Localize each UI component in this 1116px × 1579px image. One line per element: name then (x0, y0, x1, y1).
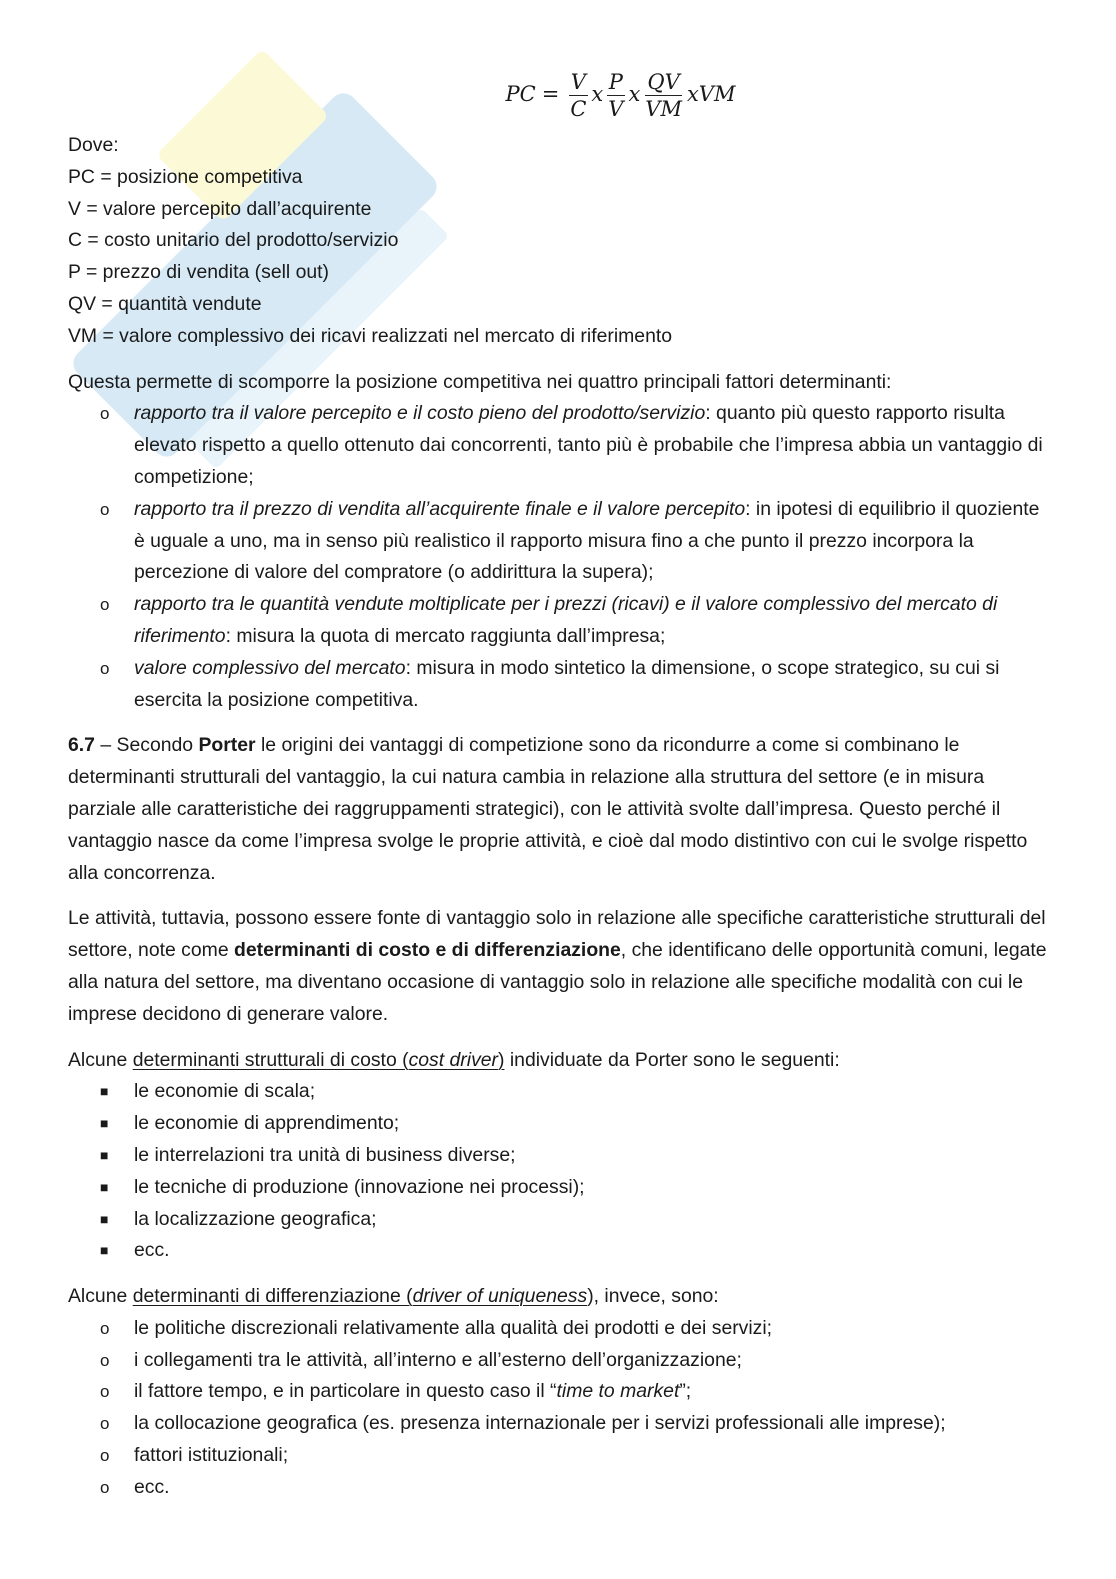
list-item (68, 1235, 1053, 1267)
factor-desc: : in ipotesi di equilibrio il quoziente è uguale a uno, ma in senso più realistico il rapporto misura fino a che punto il prezzo incorpora la percezione di valore del compratore (o addirittura la supera); (134, 497, 1040, 584)
differentiation-intro (68, 1281, 1053, 1313)
diff-post: ), invece, sono: (587, 1285, 719, 1308)
differentiation-list (68, 1313, 1053, 1504)
list-item (68, 1376, 1053, 1408)
list-item-text: la collocazione geografica (es. presenza internazionale per i servizi professionali alle imprese); (134, 1412, 946, 1435)
legend-item: C = costo unitario del prodotto/servizio (68, 229, 399, 252)
fraction-numerator: QV (647, 69, 680, 94)
list-item-text: i collegamenti tra le attività, all’interno e all’esterno dell’organizzazione; (134, 1348, 742, 1371)
activities-bold: determinanti di costo e di differenziazione (234, 939, 621, 962)
formula-lhs: PC (505, 82, 536, 107)
time-to-market-term: time to market (556, 1380, 680, 1403)
cost-driver-term: cost driver (408, 1048, 499, 1071)
legend-item: PC = posizione competitiva (68, 165, 303, 188)
list-item (68, 1313, 1053, 1345)
legend-item: VM = valore complessivo dei ricavi realizzati nel mercato di riferimento (68, 324, 673, 347)
cost-drivers-list (68, 1076, 1053, 1267)
formula-tail: xVM (686, 82, 736, 107)
circle-bullet-icon: o (100, 1318, 110, 1338)
factor-term: valore complessivo del mercato (134, 656, 406, 679)
list-item-text: le interrelazioni tra unità di business diverse; (134, 1143, 516, 1166)
factor-term: rapporto tra il prezzo di vendita all’acquirente finale e il valore percepito (134, 497, 746, 520)
activities-after: , che identificano delle opportunità comuni, legate alla natura del settore, ma diventano occasione di vantaggio solo in relazione alle specifiche modalità con cui le imprese decidono di generare valore. (68, 939, 1047, 1025)
list-item (68, 1408, 1053, 1440)
list-item-text: ecc. (134, 1239, 170, 1262)
cost-pre: Alcune (68, 1048, 133, 1071)
circle-bullet-icon: o (100, 595, 110, 615)
formula-times: x (628, 82, 641, 107)
factors-intro: Questa permette di scomporre la posizione competitiva nei quattro principali fattori determinanti: (68, 370, 892, 393)
fraction-p-over-v (606, 69, 625, 122)
activities-paragraph (68, 903, 1053, 1030)
list-item-text: la localizzazione geografica; (134, 1207, 377, 1230)
legend-item: V = valore percepito dall’acquirente (68, 197, 372, 220)
cost-u1: determinanti strutturali di costo ( (132, 1048, 409, 1071)
fraction-v-over-c (568, 69, 588, 122)
list-item (68, 1204, 1053, 1236)
time-item-post: ”; (679, 1380, 692, 1403)
list-item (68, 1172, 1053, 1204)
circle-bullet-icon: o (100, 1414, 110, 1434)
factor-desc: : misura la quota di mercato raggiunta dall’impresa; (225, 624, 666, 647)
fraction-denominator: V (608, 96, 624, 121)
circle-bullet-icon: o (100, 1350, 110, 1370)
cost-drivers-intro (68, 1045, 1053, 1077)
list-item (68, 494, 1053, 589)
list-item-text: le economie di scala; (134, 1080, 316, 1103)
factor-term: rapporto tra le quantità vendute moltiplicate per i prezzi (ricavi) e il valore complessivo del mercato di riferimento (134, 593, 998, 647)
circle-bullet-icon: o (100, 499, 110, 519)
cost-underlined (133, 1049, 505, 1071)
square-bullet-icon: ■ (100, 1115, 109, 1132)
section-author: Porter (198, 734, 256, 757)
formula-times: x (591, 82, 604, 107)
fraction-denominator: VM (645, 96, 682, 121)
fraction-numerator: V (570, 69, 586, 94)
list-item (68, 398, 1053, 493)
factor-desc: : misura in modo sintetico la dimensione, o scope strategico, su cui si esercita la posizione competitiva. (134, 656, 1000, 711)
activities-before: Le attività, tuttavia, possono essere fonte di vantaggio solo in relazione alle specifiche caratteristiche strutturali del settore, note come (68, 907, 1046, 962)
time-item-pre: il fattore tempo, e in particolare in questo caso il “ (134, 1380, 557, 1403)
section-dash: – Secondo (94, 734, 199, 757)
list-item-text: le politiche discrezionali relativamente alla qualità dei prodotti e dei servizi; (134, 1316, 773, 1339)
list-item-text: le tecniche di produzione (innovazione nei processi); (134, 1175, 585, 1198)
list-item (68, 1472, 1053, 1504)
formula-equals: = (541, 82, 560, 107)
legend-item: QV = quantità vendute (68, 292, 262, 315)
legend-item: P = prezzo di vendita (sell out) (68, 261, 330, 284)
cost-u2: ) (498, 1048, 505, 1071)
circle-bullet-icon: o (100, 658, 110, 678)
circle-bullet-icon: o (100, 1477, 110, 1497)
circle-bullet-icon: o (100, 1446, 110, 1466)
factor-desc: : quanto più questo rapporto risulta elevato rispetto a quello ottenuto dai concorrenti, tanto più è probabile che l’impresa abbia un vantaggio di competizione; (134, 402, 1043, 488)
list-item (68, 1108, 1053, 1140)
list-item (68, 1345, 1053, 1377)
fraction-qv-over-vm (643, 69, 684, 122)
diff-u1: determinanti di differenziazione ( (132, 1285, 413, 1308)
list-item (68, 1076, 1053, 1108)
diff-pre: Alcune (68, 1285, 133, 1308)
list-item (68, 653, 1053, 717)
document-content (68, 60, 1053, 1504)
square-bullet-icon: ■ (100, 1083, 109, 1100)
list-item-text: le economie di apprendimento; (134, 1112, 400, 1135)
square-bullet-icon: ■ (100, 1210, 109, 1227)
competitive-position-formula (68, 60, 1053, 130)
fraction-numerator: P (608, 69, 623, 94)
circle-bullet-icon: o (100, 404, 110, 424)
section-number: 6.7 (68, 734, 95, 757)
driver-of-uniqueness-term: driver of uniqueness (412, 1285, 588, 1308)
legend-intro: Dove: (68, 134, 119, 156)
square-bullet-icon: ■ (100, 1242, 109, 1259)
list-item-text: ecc. (134, 1475, 170, 1498)
list-item (68, 1140, 1053, 1172)
factor-term: rapporto tra il valore percepito e il costo pieno del prodotto/servizio (134, 402, 706, 425)
list-item (68, 589, 1053, 653)
diff-underlined (133, 1285, 588, 1307)
circle-bullet-icon: o (100, 1382, 110, 1402)
factors-list (68, 398, 1053, 716)
square-bullet-icon: ■ (100, 1178, 109, 1195)
fraction-denominator: C (570, 96, 587, 121)
cost-post: individuate da Porter sono le seguenti: (504, 1048, 840, 1071)
section-6-7-paragraph (68, 730, 1053, 889)
list-item-text: fattori istituzionali; (134, 1444, 289, 1467)
list-item (68, 1440, 1053, 1472)
square-bullet-icon: ■ (100, 1146, 109, 1163)
section-text: le origini dei vantaggi di competizione sono da ricondurre a come si combinano le determinanti strutturali del vantaggio, la cui natura cambia in relazione alla struttura del settore (e in misura parziale alle caratteristiche dei raggruppamenti strategici), con le attività svolte dall’impresa. Questo perché il vantaggio nasce da come l’impresa svolge le proprie attività, e cioè dal modo distintivo con cui le svolge rispetto alla concorrenza. (68, 734, 1028, 884)
